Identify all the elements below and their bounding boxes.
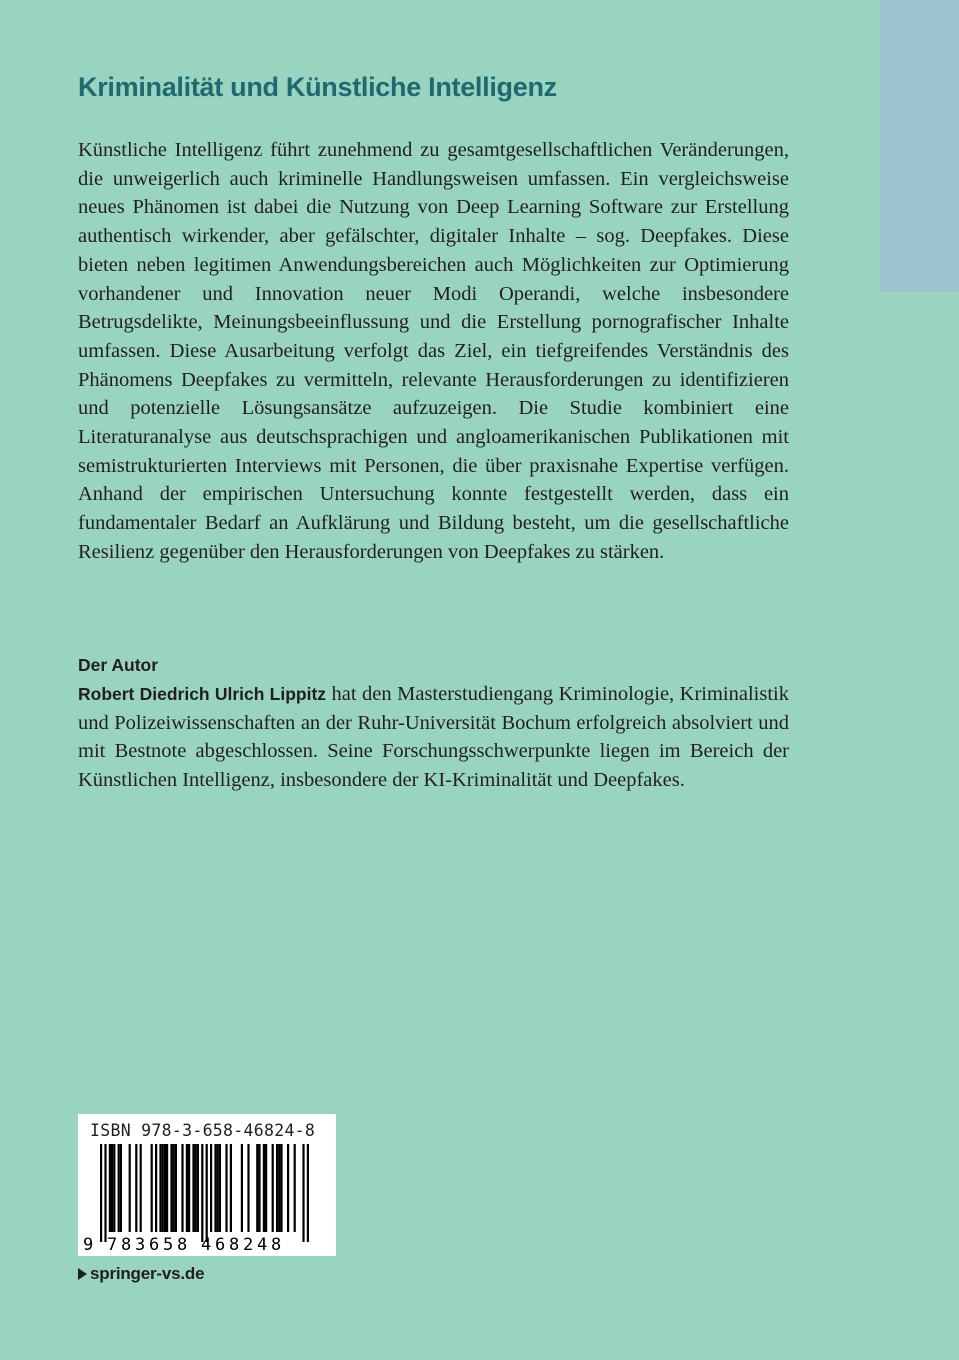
book-abstract: Künstliche Intelligenz führt zunehmend zu gesamtgesellschaftlichen Veränderungen, die unweigerlich auch kriminelle Handlungsweisen umfassen. Ein vergleichsweise neues Phänomen ist dabei die Nutzung von Deep Learning Software zur Erstellung authentisch wirkender, aber gefälschter, digitaler Inhalte – sog. Deepfakes. Diese bieten neben legitimen Anwendungsbereichen auch Möglichkeiten zur Optimierung vorhandener und Innovation neuer Modi Operandi, welche insbesondere Betrugsdelikte, Meinungsbeeinflussung und die Erstellung pornografischer Inhalte umfassen. Diese Ausarbeitung verfolgt das Ziel, ein tiefgreifendes Verständnis des Phänomens Deepfakes zu vermitteln, relevante Herausforderungen zu identifizieren und potenzielle Lösungsansätze aufzuzeigen. Die Studie kombiniert eine Literaturanalyse aus deutschsprachigen und angloamerikanischen Publikationen mit semistrukturierten Interviews mit Personen, die über praxisnahe Expertise verfügen. Anhand der empirischen Untersuchung konnte festgestellt werden, dass ein fundamentaler Bedarf an Aufklärung und Bildung besteht, um die gesellschaftliche Resilienz gegenüber den Herausforderungen von Deepfakes zu stärken.	[78, 139, 789, 563]
barcode-bar	[219, 1144, 221, 1232]
isbn-label: ISBN 978-3-658-46824-8	[90, 1121, 316, 1140]
barcode-bar	[278, 1144, 280, 1232]
barcode-bars	[100, 1144, 309, 1242]
arrow-right-icon	[78, 1268, 87, 1280]
barcode-bar	[206, 1144, 208, 1242]
barcode-digit: 6	[149, 1235, 160, 1255]
barcode-bar	[294, 1144, 296, 1232]
barcode-digit: 4	[201, 1235, 212, 1255]
barcode-bar	[159, 1144, 161, 1232]
author-heading: Der Autor	[78, 655, 159, 675]
barcode-bar	[302, 1144, 304, 1242]
barcode-bar	[181, 1144, 183, 1232]
barcode-bar	[164, 1144, 166, 1232]
barcode-bar	[162, 1144, 164, 1232]
barcode-digit: 4	[257, 1235, 268, 1255]
barcode-bar	[256, 1144, 258, 1232]
barcode-digit: 8	[177, 1235, 188, 1255]
barcode-bar	[225, 1144, 227, 1232]
barcode-bar	[192, 1144, 194, 1232]
barcode-graphic	[78, 1114, 336, 1256]
barcode-bar	[197, 1144, 199, 1232]
barcode-bar	[111, 1144, 113, 1232]
spine-color-band	[880, 0, 959, 292]
barcode-bar	[247, 1144, 249, 1232]
barcode-bar	[140, 1144, 142, 1232]
barcode-bar	[214, 1144, 216, 1232]
barcode-bar	[210, 1144, 212, 1232]
barcode-bar	[287, 1144, 289, 1232]
barcode-bar	[217, 1144, 219, 1232]
barcode-digit: 8	[229, 1235, 240, 1255]
publisher-url: springer-vs.de	[90, 1264, 205, 1283]
barcode-digit: 8	[121, 1235, 132, 1255]
barcode-bar	[129, 1144, 131, 1232]
author-name: Robert Diedrich Ulrich Lippitz	[78, 684, 327, 704]
barcode-bar	[113, 1144, 115, 1232]
author-section	[78, 652, 789, 795]
publisher-link[interactable]	[78, 1264, 204, 1284]
barcode-bar	[104, 1144, 106, 1242]
barcode-bar	[118, 1144, 120, 1232]
barcode-digit: 5	[163, 1235, 174, 1255]
barcode-bar	[166, 1144, 168, 1232]
isbn-barcode	[78, 1114, 336, 1256]
barcode-bar	[263, 1144, 265, 1232]
barcode-bar	[151, 1144, 153, 1232]
barcode-bar	[120, 1144, 122, 1232]
barcode-bar	[186, 1144, 188, 1232]
barcode-digit: 3	[135, 1235, 146, 1255]
barcode-bar	[155, 1144, 157, 1232]
barcode-bar	[109, 1144, 111, 1232]
barcode-bar	[280, 1144, 282, 1232]
barcode-bar	[170, 1144, 172, 1232]
barcode-digit: 9	[83, 1235, 94, 1255]
barcode-digit: 8	[271, 1235, 282, 1255]
barcode-digit: 6	[215, 1235, 226, 1255]
barcode-bar	[307, 1144, 309, 1242]
barcode-bar	[188, 1144, 190, 1232]
barcode-bar	[241, 1144, 243, 1232]
barcode-bar	[272, 1144, 274, 1232]
book-title: Kriminalität und Künstliche Intelligenz	[78, 72, 557, 102]
barcode-bar	[100, 1144, 102, 1242]
barcode-digit: 7	[107, 1235, 118, 1255]
barcode-bar	[276, 1144, 278, 1232]
barcode-bar	[173, 1144, 175, 1232]
author-bio-text: hat den Masterstudiengang Kriminologie, Kriminalistik und Polizeiwissenschaften an der Ruhr-Universität Bochum erfolgreich absolviert und mit Bestnote abgeschlossen. Seine Forschungsschwerpunkte liegen im Bereich der Künstlichen Intelligenz, insbesondere der KI-Kriminalität und Deepfakes.	[78, 683, 789, 792]
author-bio	[78, 680, 789, 795]
barcode-digit: 2	[243, 1235, 254, 1255]
barcode-bar	[258, 1144, 260, 1232]
barcode-bar	[175, 1144, 177, 1232]
barcode-bar	[265, 1144, 267, 1232]
barcode-bar	[195, 1144, 197, 1232]
barcode-bar	[135, 1144, 137, 1232]
barcode-bar	[201, 1144, 203, 1242]
barcode-bar	[230, 1144, 232, 1232]
